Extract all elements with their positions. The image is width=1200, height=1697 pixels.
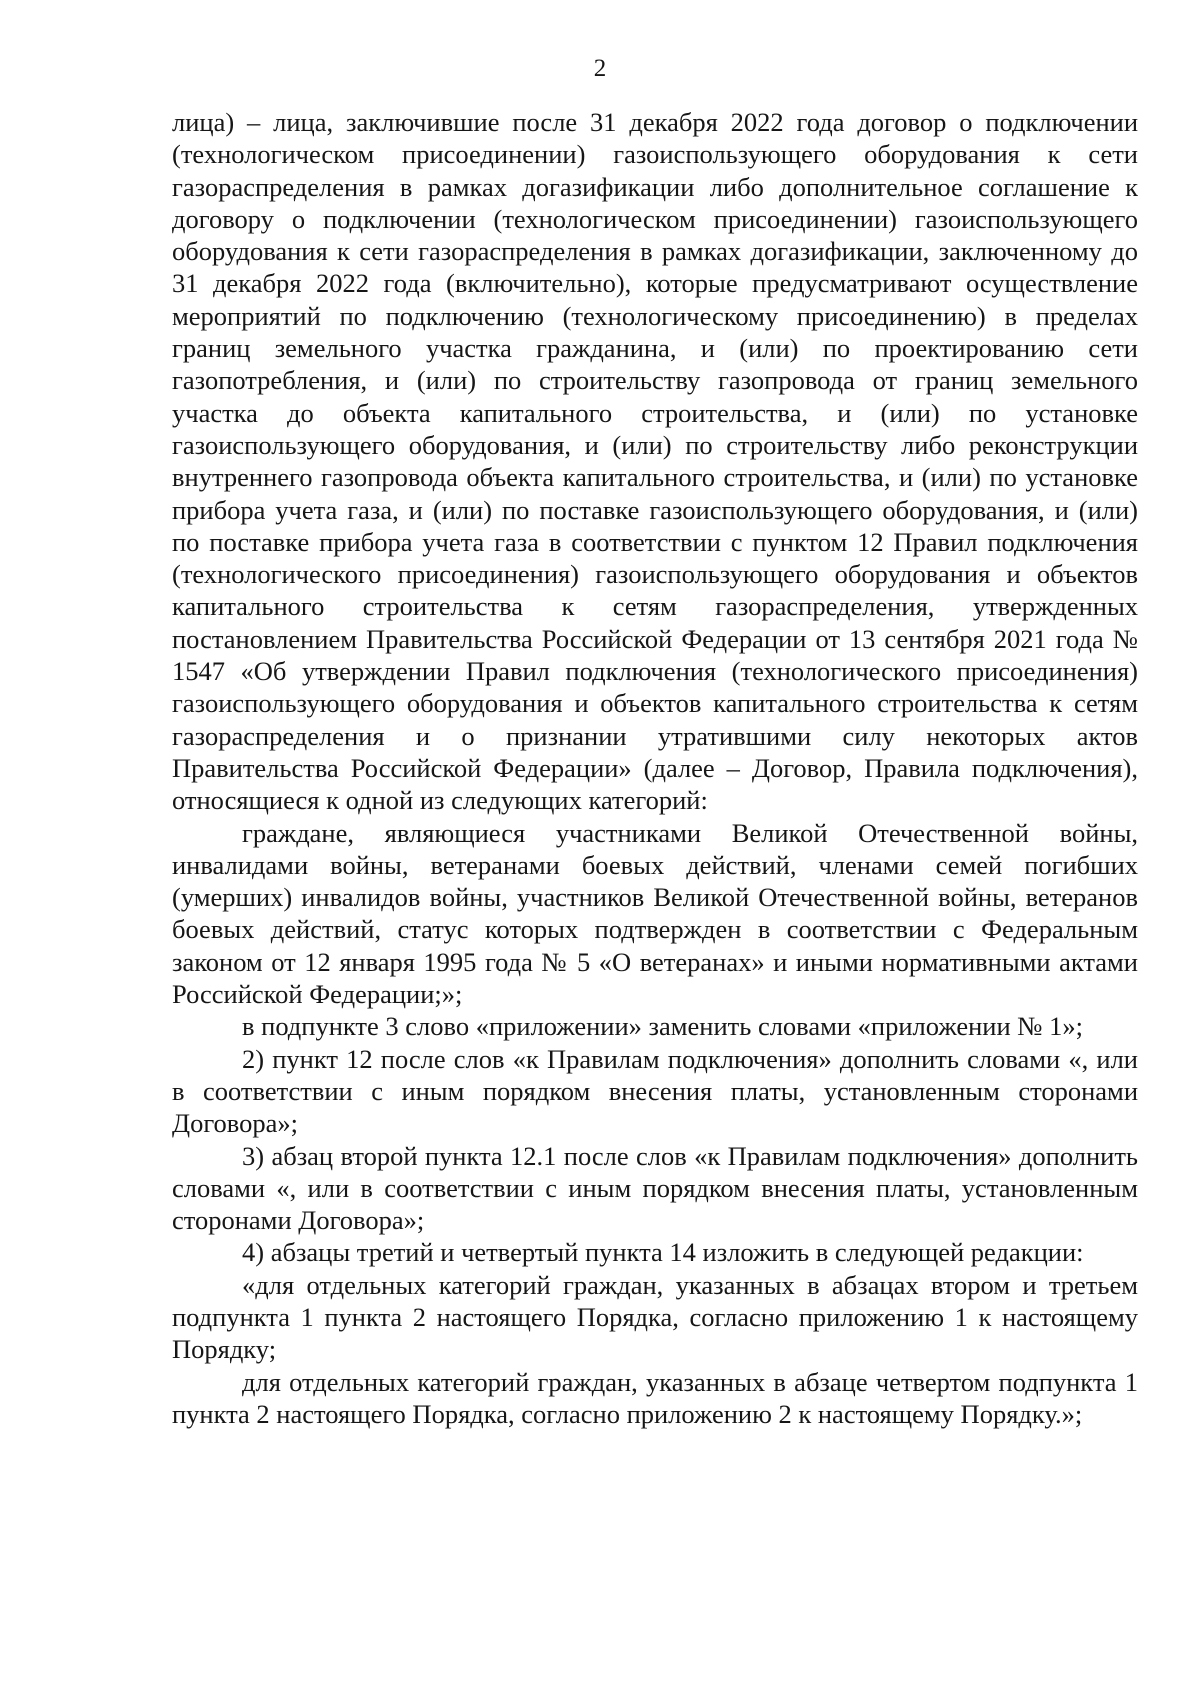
paragraph-item-3: 3) абзац второй пункта 12.1 после слов «к Правилам подключения» дополнить словами «, или в соответствии с иным порядком внесения платы, установленным сторонами Договора»; — [172, 1140, 1138, 1236]
paragraph-veterans-category: граждане, являющиеся участниками Великой Отечественной войны, инвалидами войны, ветеранами боевых действий, членами семей погибших (умерших) инвалидов войны, участников Великой Отечественной войны, ветеранов боевых действий, статус которых подтвержден в соответствии с Федеральным законом от 12 января 1995 года № 5 «О ветеранах» и иными нормативными актами Российской Федерации;»; — [172, 817, 1138, 1010]
page-number: 2 — [593, 55, 607, 82]
paragraph-subpoint-3-amendment: в подпункте 3 слово «приложении» заменить словами «приложении № 1»; — [242, 1011, 1084, 1042]
paragraph-appendix-2-clause: для отдельных категорий граждан, указанных в абзаце четвертом подпункта 1 пункта 2 настоящего Порядка, согласно приложению 2 к настоящему Порядку.»; — [172, 1366, 1138, 1429]
paragraph-item-2: 2) пункт 12 после слов «к Правилам подключения» дополнить словами «, или в соответствии с иным порядком внесения платы, установленным сторонами Договора»; — [172, 1043, 1138, 1139]
paragraph-item-4: 4) абзацы третий и четвертый пункта 14 изложить в следующей редакции: — [242, 1237, 1084, 1268]
paragraph-definition-continuation: лица) – лица, заключившие после 31 декабря 2022 года договор о подключении (технологическом присоединении) газоиспользующего оборудования к сети газораспределения в рамках догазификации либо дополнительное соглашение к договору о подключении (технологическом присоединении) газоиспользующего оборудования к сети газораспределения в рамках догазификации, заключенному до 31 декабря 2022 года (включительно), которые предусматривают осуществление мероприятий по подключению (технологическому присоединению) в пределах границ земельного участка гражданина, и (или) по проектированию сети газопотребления, и (или) по строительству газопровода от границ земельного участка до объекта капитального строительства, и (или) по установке газоиспользующего оборудования, и (или) по строительству либо реконструкции внутреннего газопровода объекта капитального строительства, и (или) по установке прибора учета газа, и (или) по поставке газоиспользующего оборудования, и (или) по поставке прибора учета газа в соответствии с пунктом 12 Правил подключения (технологического присоединения) газоиспользующего оборудования и объектов капитального строительства к сетям газораспределения, утвержденных постановлением Правительства Российской Федерации от 13 сентября 2021 года № 1547 «Об утверждении Правил подключения (технологического присоединения) газоиспользующего оборудования и объектов капитального строительства к сетям газораспределения и о признании утратившими силу некоторых актов Правительства Российской Федерации» (далее – Договор, Правила подключения), относящиеся к одной из следующих категорий: — [172, 107, 1138, 816]
document-body — [172, 106, 1138, 1430]
paragraph-appendix-1-clause: «для отдельных категорий граждан, указанных в абзацах втором и третьем подпункта 1 пункта 2 настоящего Порядка, согласно приложению 1 к настоящему Порядку; — [172, 1269, 1138, 1365]
